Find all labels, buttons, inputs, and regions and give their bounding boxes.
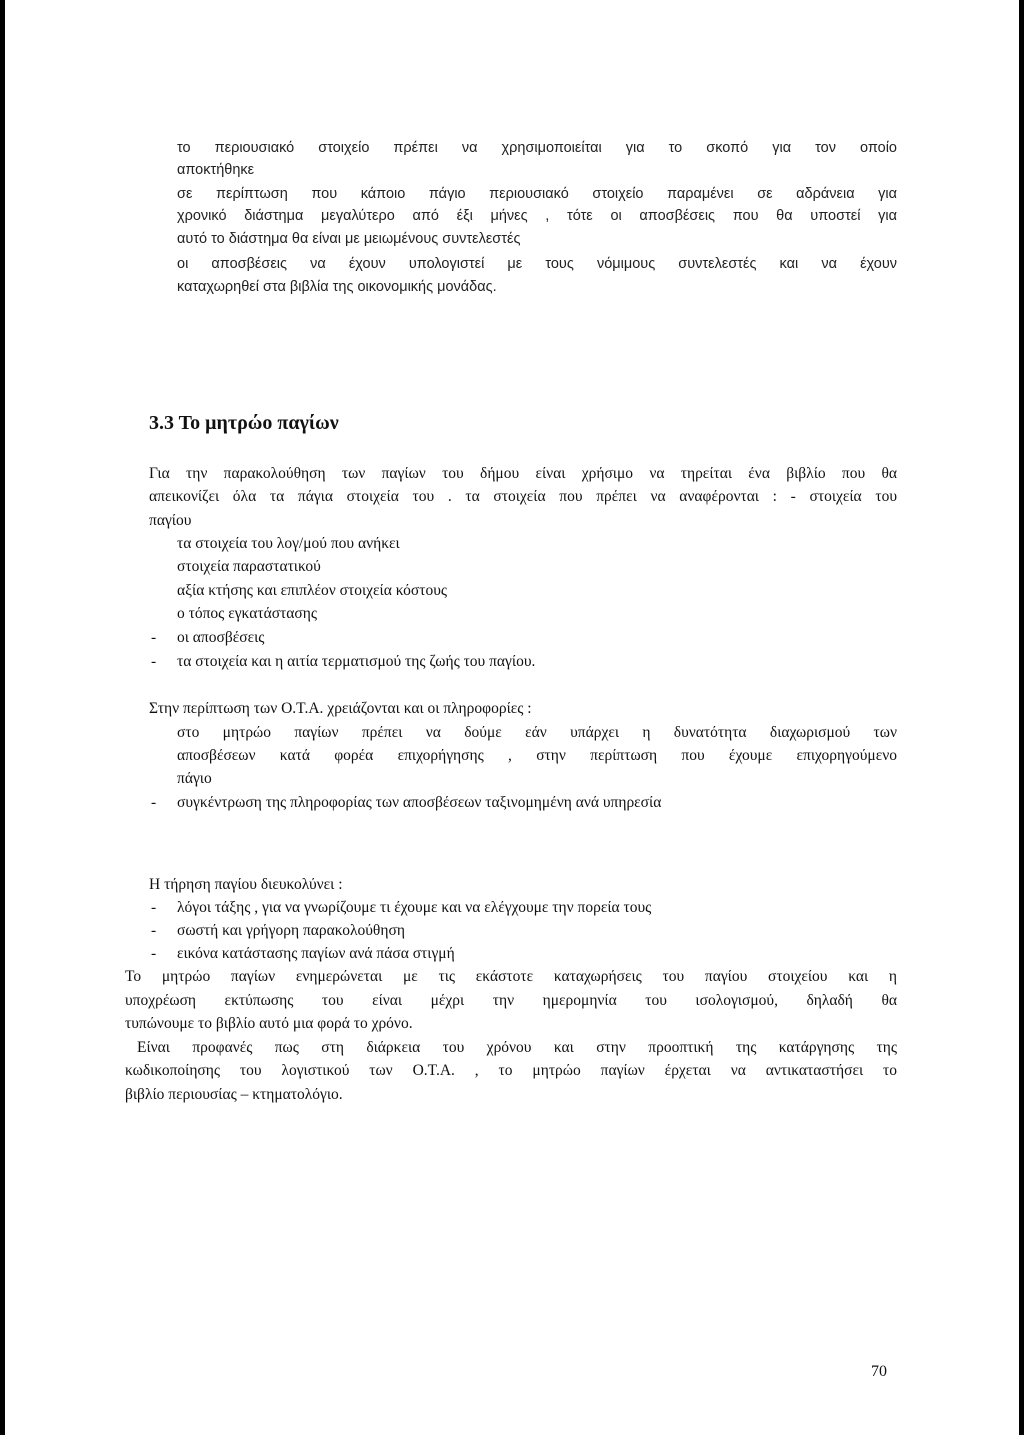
list-bullet: -: [151, 922, 157, 939]
intro-line: το περιουσιακό στοιχείο πρέπει να χρησιμοποιείται για το σκοπό για τον οποίο: [177, 140, 897, 156]
benefits-intro: Η τήρηση παγίου διευκολύνει :: [149, 876, 343, 893]
ota-item-line: πάγιο: [177, 770, 212, 787]
paragraph-line: κωδικοποίησης του λογιστικού των Ο.Τ.Α. , το μητρώο παγίων έρχεται να αντικαταστήσει το: [125, 1062, 897, 1079]
list-item: τα στοιχεία και η αιτία τερματισμού της ζωής του παγίου.: [177, 653, 536, 670]
benefit-item: λόγοι τάξης , για να γνωρίζουμε τι έχουμε και να ελέγχουμε την πορεία τους: [177, 899, 652, 916]
list-bullet: -: [151, 629, 157, 646]
list-item: οι αποσβέσεις: [177, 629, 265, 646]
list-item: ο τόπος εγκατάστασης: [177, 605, 317, 622]
paragraph-line: απεικονίζει όλα τα πάγια στοιχεία του . τα στοιχεία που πρέπει να αναφέρονται : - στοιχεία του: [149, 488, 897, 505]
paragraph-line: υποχρέωση εκτύπωσης του είναι μέχρι την ημερομηνία του ισολογισμού, δηλαδή θα: [125, 992, 897, 1009]
ota-intro: Στην περίπτωση των Ο.Τ.Α. χρειάζονται και οι πληροφορίες :: [149, 700, 532, 717]
paragraph-line: Το μητρώο παγίων ενημερώνεται με τις εκάστοτε καταχωρήσεις του παγίου στοιχείου και η: [125, 968, 897, 985]
list-bullet: -: [151, 653, 157, 670]
ota-item-line: στο μητρώο παγίων πρέπει να δούμε εάν υπάρχει η δυνατότητα διαχωρισμού των: [177, 724, 897, 741]
section-heading: 3.3 Το μητρώο παγίων: [149, 412, 339, 434]
paragraph-line: Είναι προφανές πως στη διάρκεια του χρόνου και στην προοπτική της κατάργησης της: [137, 1039, 897, 1056]
ota-item-line: αποσβέσεων κατά φορέα επιχορήγησης , στην περίπτωση που έχουμε επιχορηγούμενο: [177, 747, 897, 764]
paragraph-line: τυπώνουμε το βιβλίο αυτό μια φορά το χρόνο.: [125, 1015, 413, 1032]
intro-line: αποκτήθηκε: [177, 162, 255, 178]
paragraph-line: βιβλίο περιουσίας – κτηματολόγιο.: [125, 1086, 343, 1103]
intro-line: καταχωρηθεί στα βιβλία της οικονομικής μονάδας.: [177, 279, 497, 295]
paragraph-line: Για την παρακολούθηση των παγίων του δήμου είναι χρήσιμο να τηρείται ένα βιβλίο που θα: [149, 465, 897, 482]
list-item: τα στοιχεία του λογ/μού που ανήκει: [177, 535, 400, 552]
list-item: στοιχεία παραστατικού: [177, 558, 321, 575]
list-bullet: -: [151, 899, 157, 916]
intro-line: χρονικό διάστημα μεγαλύτερο από έξι μήνες , τότε οι αποσβέσεις που θα υποστεί για: [177, 208, 897, 224]
benefit-item: εικόνα κατάστασης παγίων ανά πάσα στιγμή: [177, 945, 455, 962]
intro-line: οι αποσβέσεις να έχουν υπολογιστεί με τους νόμιμους συντελεστές και να έχουν: [177, 256, 897, 272]
list-bullet: -: [151, 794, 157, 811]
list-bullet: -: [151, 945, 157, 962]
paragraph-line: παγίου: [149, 512, 192, 529]
ota-item-line: συγκέντρωση της πληροφορίας των αποσβέσεων ταξινομημένη ανά υπηρεσία: [177, 794, 662, 811]
page-number: 70: [871, 1363, 887, 1380]
intro-line: αυτό το διάστημα θα είναι με μειωμένους συντελεστές: [177, 231, 521, 247]
list-item: αξία κτήσης και επιπλέον στοιχεία κόστους: [177, 582, 448, 599]
benefit-item: σωστή και γρήγορη παρακολούθηση: [177, 922, 405, 939]
intro-line: σε περίπτωση που κάποιο πάγιο περιουσιακό στοιχείο παραμένει σε αδράνεια για: [177, 186, 897, 202]
